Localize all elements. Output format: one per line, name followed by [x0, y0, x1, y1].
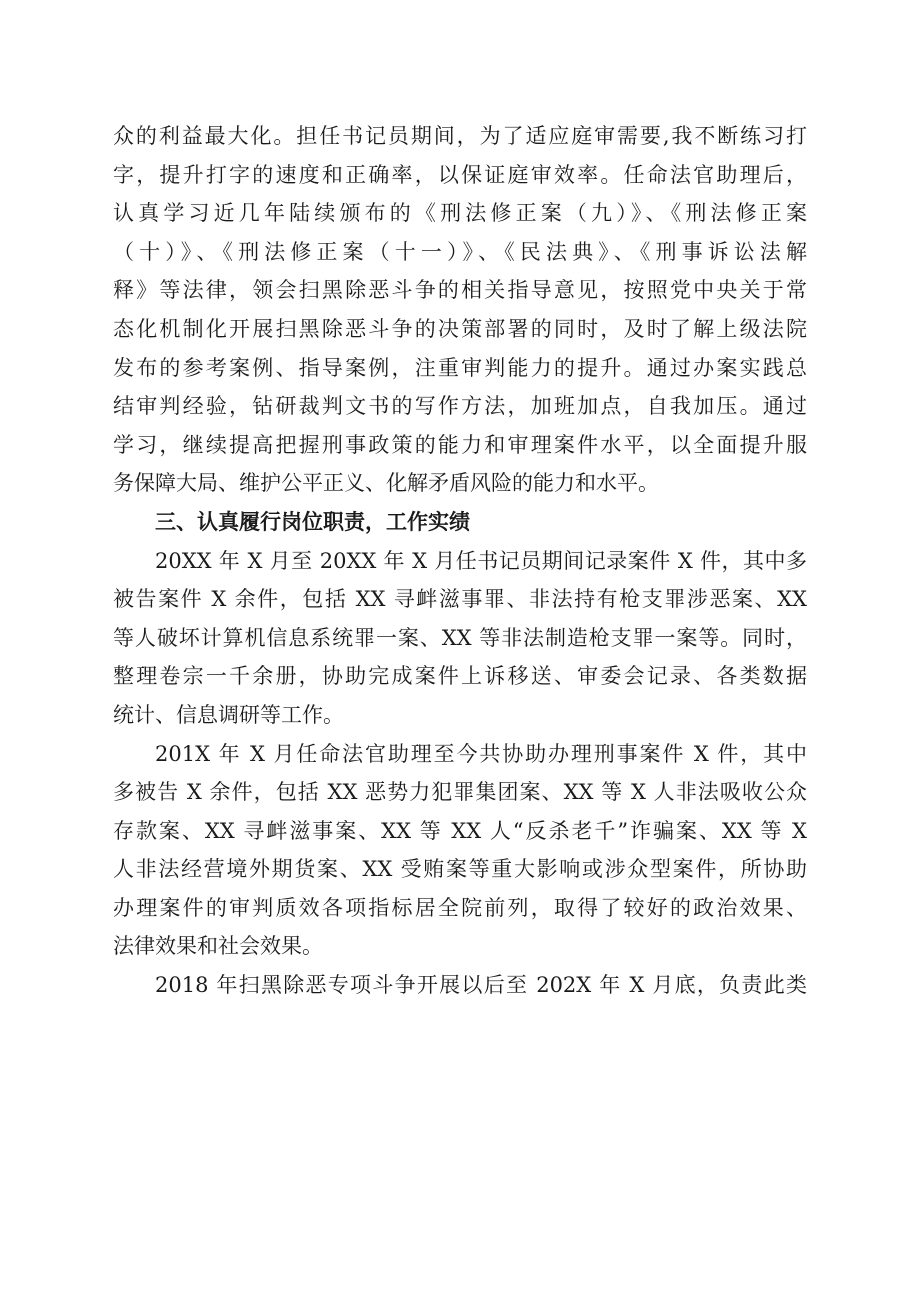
body-line: 学习，继续提高把握刑事政策的能力和审理案件水平，以全面提升服: [113, 432, 807, 457]
body-line: 字，提升打字的速度和正确率，以保证庭审效率。任命法官助理后，: [113, 162, 807, 187]
body-line: 20XX 年 X 月至 20XX 年 X 月任书记员期间记录案件 X 件，其中多: [155, 548, 807, 573]
body-line: 2018 年扫黑除恶专项斗争开展以后至 202X 年 X 月底，负责此类: [155, 973, 807, 998]
body-line: 办理案件的审判质效各项指标居全院前列，取得了较好的政治效果、: [113, 895, 807, 920]
body-line: （十）》、《刑法修正案（十一）》、《民法典》、《刑事诉讼法解: [113, 239, 807, 264]
body-line: 结审判经验，钻研裁判文书的写作方法，加班加点，自我加压。通过: [113, 394, 807, 419]
body-line: 多被告 X 余件，包括 XX 恶势力犯罪集团案、XX 等 X 人非法吸收公众: [113, 780, 807, 805]
document-body: [113, 117, 807, 1005]
body-line: 等人破坏计算机信息系统罪一案、XX 等非法制造枪支罪一案等。同时，: [113, 625, 807, 650]
body-line: 存款案、XX 寻衅滋事案、XX 等 XX 人“反杀老千”诈骗案、XX 等 X: [113, 818, 807, 843]
body-line: 发布的参考案例、指导案例，注重审判能力的提升。通过办案实践总: [113, 355, 807, 380]
body-line: 法律效果和社会效果。: [113, 934, 323, 959]
body-line: 统计、信息调研等工作。: [113, 702, 344, 727]
body-line: 201X 年 X 月任命法官助理至今共协助办理刑事案件 X 件，其中: [155, 741, 807, 766]
body-line: 人非法经营境外期货案、XX 受贿案等重大影响或涉众型案件，所协助: [113, 857, 807, 882]
body-line: 态化机制化开展扫黑除恶斗争的决策部署的同时，及时了解上级法院: [113, 316, 807, 341]
section-heading: 三、认真履行岗位职责，工作实绩: [155, 509, 470, 534]
body-line: 众的利益最大化。担任书记员期间，为了适应庭审需要,我不断练习打: [113, 124, 807, 148]
body-line: 务保障大局、维护公平正义、化解矛盾风险的能力和水平。: [113, 471, 659, 496]
body-line: 整理卷宗一千余册，协助完成案件上诉移送、审委会记录、各类数据: [113, 664, 807, 689]
body-line: 认真学习近几年陆续颁布的《刑法修正案（九）》、《刑法修正案: [113, 201, 807, 226]
body-line: 释》等法律，领会扫黑除恶斗争的相关指导意见，按照党中央关于常: [113, 278, 807, 303]
body-line: 被告案件 X 余件，包括 XX 寻衅滋事罪、非法持有枪支罪涉恶案、XX: [113, 587, 807, 612]
